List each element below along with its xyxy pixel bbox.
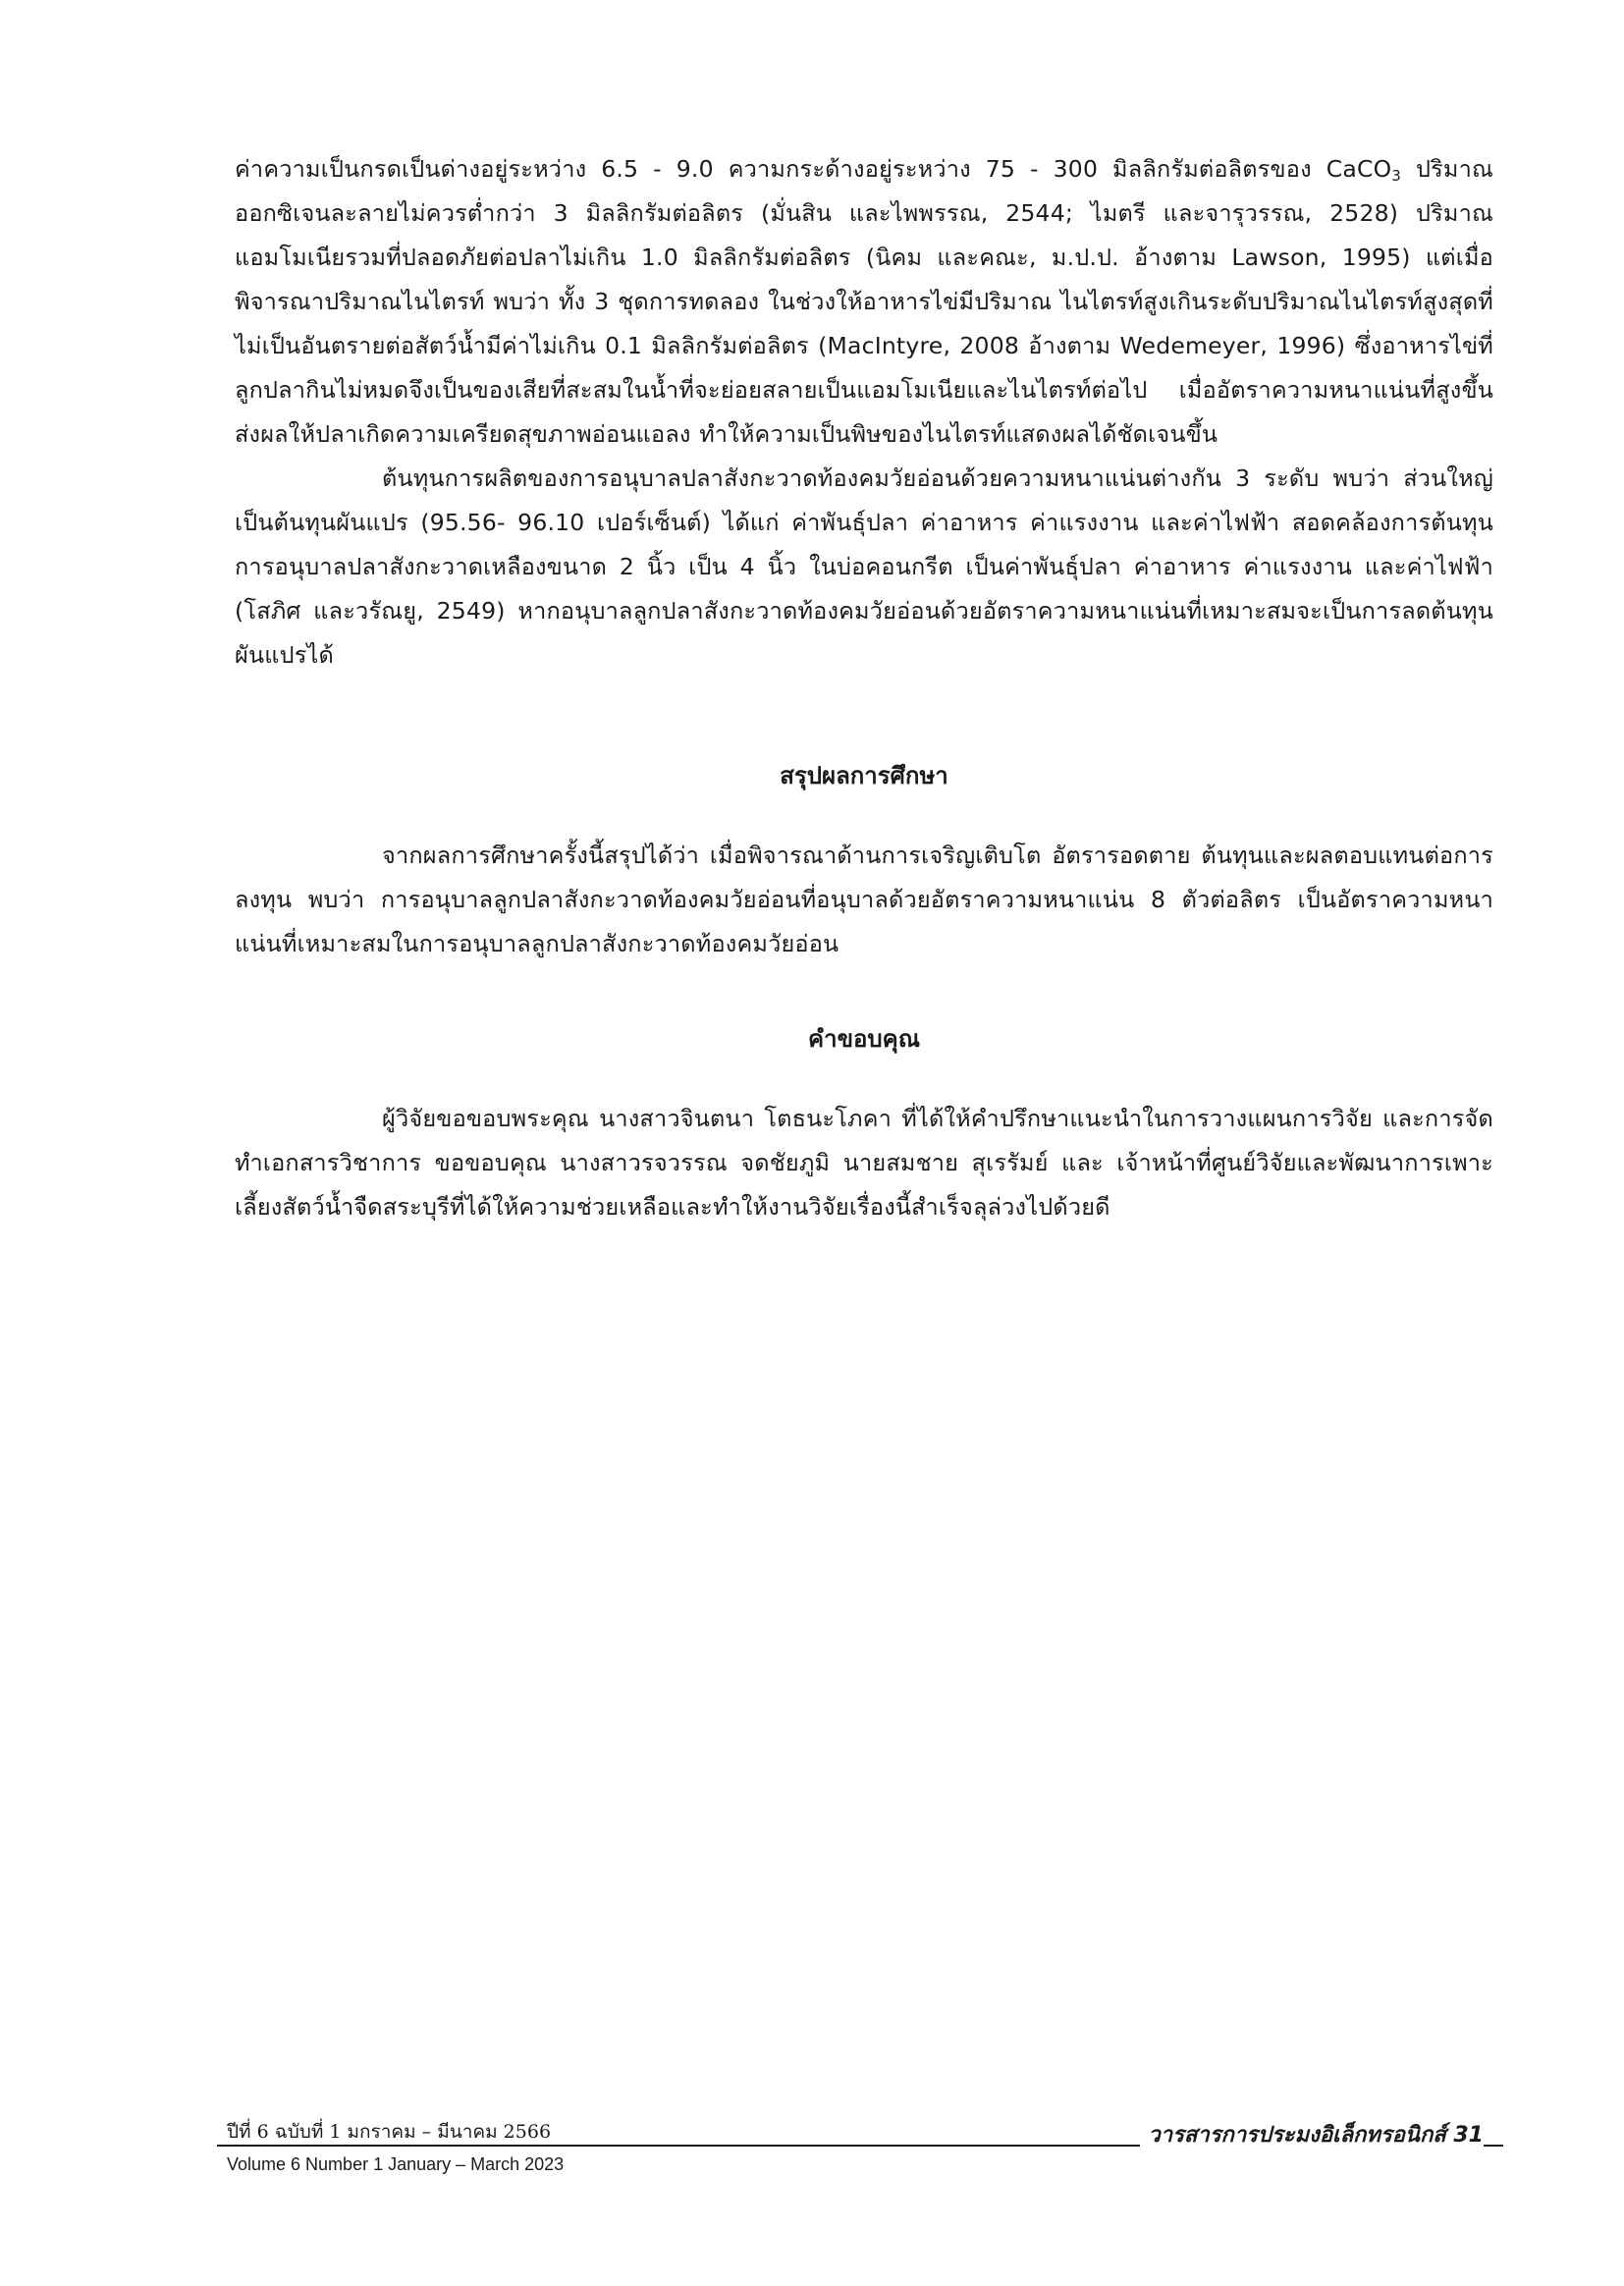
paragraph-acknowledgement: ผู้วิจัยขอขอบพระคุณ นางสาวจินตนา โตธนะโภคา ที่ได้ให้คำปรึกษาแนะนำในการวางแผนการวิจัย และการจัดทำเอกสารวิชาการ ขอขอบคุณ นางสาวรจวรรณ จดชัยภูมิ นายสมชาย สุเรรัมย์ และ เจ้าหน้าที่ศูนย์วิจัยและพัฒนาการเพาะเลี้ยงสัตว์น้ำจืดสระบุรีที่ได้ให้ความช่วยเหลือและทำให้งานวิจัยเรื่องนี้สำเร็จลุล่วงไปด้วยดี <box>235 1105 1493 1221</box>
journal-name: วารสารการประมงอิเล็กทรอนิกส์ <box>1148 2123 1446 2148</box>
paragraph-summary: จากผลการศึกษาครั้งนี้สรุปได้ว่า เมื่อพิจารณาด้านการเจริญเติบโต อัตรารอดตาย ต้นทุนและผลตอบแทนต่อการลงทุน พบว่า การอนุบาลลูกปลาสังกะวาดท้องคมวัยอ่อนที่อนุบาลด้วยอัตราความหนาแน่น 8 ตัวต่อลิตร เป็นอัตราความหนาแน่นที่เหมาะสมในการอนุบาลลูกปลาสังกะวาดท้องคมวัยอ่อน <box>235 842 1493 957</box>
main-content <box>235 147 1493 1229</box>
paragraph-production-cost: ต้นทุนการผลิตของการอนุบาลปลาสังกะวาดท้องคมวัยอ่อนด้วยความหนาแน่นต่างกัน 3 ระดับ พบว่า ส่วนใหญ่เป็นต้นทุนผันแปร (95.56- 96.10 เปอร์เซ็นต์) ได้แก่ ค่าพันธุ์ปลา ค่าอาหาร ค่าแรงงาน และค่าไฟฟ้า สอดคล้องการต้นทุนการอนุบาลปลาสังกะวาดเหลืองขนาด 2 นิ้ว เป็น 4 นิ้ว ในบ่อคอนกรีต เป็นค่าพันธุ์ปลา ค่าอาหาร ค่าแรงงาน และค่าไฟฟ้า (โสภิศ และวรัณยู, 2549) หากอนุบาลลูกปลาสังกะวาดท้องคมวัยอ่อนด้วยอัตราความหนาแน่นที่เหมาะสมจะเป็นการลดต้นทุนผันแปรได้ <box>235 464 1493 669</box>
section-heading-summary: สรุปผลการศึกษา <box>780 762 948 789</box>
paragraph-water-quality <box>235 147 1493 457</box>
section-heading-acknowledgement: คำขอบคุณ <box>808 1025 920 1053</box>
paragraph-text: ปริมาณออกซิเจนละลายไม่ควรต่ำกว่า 3 มิลลิกรัมต่อลิตร (มั่นสิน และไพพรรณ, 2544; ไมตรี และจารุวรรณ, 2528) ปริมาณแอมโมเนียรวมที่ปลอดภัยต่อปลาไม่เกิน 1.0 มิลลิกรัมต่อลิตร (นิคม และคณะ, ม.ป.ป. อ้างตาม Lawson, 1995) แต่เมื่อพิจารณาปริมาณไนไตรท์ พบว่า ทั้ง 3 ชุดการทดลอง ในช่วงให้อาหารไข่มีปริมาณ ไนไตรท์สูงเกินระดับปริมาณไนไตรท์สูงสุดที่ไม่เป็นอันตรายต่อสัตว์น้ำมีค่าไม่เกิน 0.1 มิลลิกรัมต่อลิตร (MacIntyre, 2008 อ้างตาม Wedemeyer, 1996) ซึ่งอาหารไข่ที่ลูกปลากินไม่หมดจึงเป็นของเสียที่สะสมในน้ำที่จะย่อยสลายเป็นแอมโมเนียและไนไตรท์ต่อไป เมื่ออัตราความหนาแน่นที่สูงขึ้นส่งผลให้ปลาเกิดความเครียดสุขภาพอ่อนแอลง ทำให้ความเป็นพิษของไนไตรท์แสดงผลได้ชัดเจนขึ้น <box>235 155 1493 448</box>
page-number: 31 <box>1453 2123 1484 2148</box>
footer-issue-thai: ปีที่ 6 ฉบับที่ 1 มกราคม – มีนาคม 2566 <box>227 2121 552 2143</box>
footer-issue-english: Volume 6 Number 1 January – March 2023 <box>227 2154 565 2174</box>
footer-journal-title <box>1140 2117 1484 2151</box>
paragraph-text: ค่าความเป็นกรดเป็นด่างอยู่ระหว่าง 6.5 - 9.0 ความกระด้างอยู่ระหว่าง 75 - 300 มิลลิกรัมต่อลิตรของ CaCO <box>235 155 1392 183</box>
subscript-three: 3 <box>1391 167 1402 185</box>
page-footer <box>217 2117 1503 2176</box>
